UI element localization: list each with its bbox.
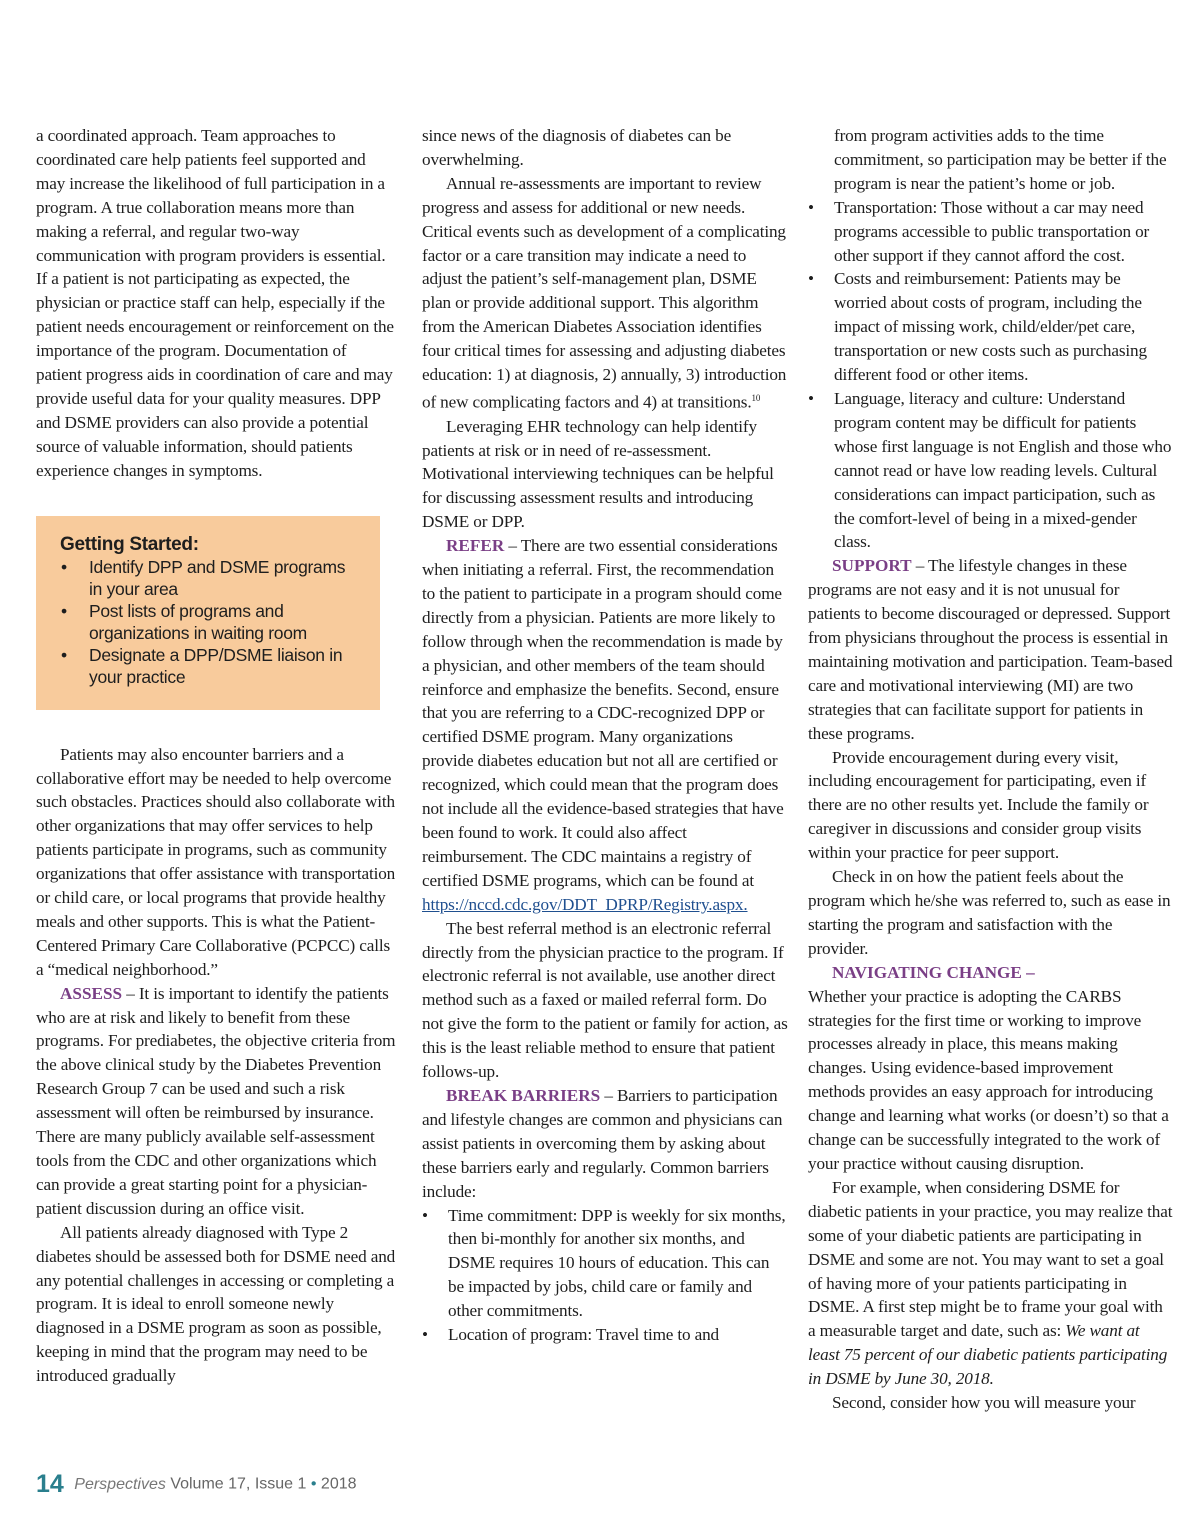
assess-paragraph	[36, 982, 396, 1221]
sidebox-item: • Designate a DPP/DSME liaison in your practice	[60, 644, 358, 688]
example-text: For example, when considering DSME for diabetic patients in your practice, you may realize that some of your diabetic patients are participating in DSME and some are not. You may want to set a goal of having more of your patients participating in DSME. A first step might be to frame your goal with a measurable target and date, such as:	[808, 1177, 1173, 1341]
column-1	[36, 124, 396, 1388]
body-paragraph: Whether your practice is adopting the CARBS strategies for the first time or working to improve processes already in place, this means making changes. Using evidence-based improvement methods provides an easy approach for introducing change and learning what works (or doesn’t) so that a change can be successfully integrated to the work of your practice without causing disruption.	[808, 986, 1169, 1173]
barrier-item: • Costs and reimbursement: Patients may be worried about costs of program, including the impact of missing work, child/elder/pet care, transportation or new costs such as purchasing different food or other items.	[808, 267, 1174, 387]
support-paragraph	[808, 554, 1174, 745]
body-paragraph: All patients already diagnosed with Type 2 diabetes should be assessed both for DSME need and any potential challenges in accessing or completing a program. It is ideal to enroll someone newly diagnosed in a DSME program as soon as possible, keeping in mind that the program may need to be introduced gradually	[36, 1222, 396, 1386]
barrier-item: • Time commitment: DPP is weekly for six months, then bi-monthly for another six months, and DSME requires 10 hours of education. This can be impacted by jobs, child care or family and other commitments.	[422, 1204, 788, 1324]
sidebox-item: • Post lists of programs and organizations in waiting room	[60, 600, 358, 644]
barrier-item: • Transportation: Those without a car may need programs accessible to public transportation or other support if they cannot afford the cost.	[808, 196, 1174, 268]
issue-info: Volume 17, Issue 1	[170, 1475, 307, 1493]
column-3	[808, 124, 1174, 1415]
refer-paragraph	[422, 534, 788, 917]
sidebox-list	[60, 556, 358, 688]
refer-text: – There are two essential considerations when initiating a referral. First, the recommendation to the patient to participate in a program should come directly from a physician. Patients are more likely to follow through when the recommendation is made by a physician, and other members of the team should reinforce and emphasize the benefits. Second, ensure that you are referring to a CDC-recognized DPP or certified DSME program. Many organizations provide diabetes education but not all are certified or recognized, which could mean that the program does not include all the evidence-based strategies that have been found to work. It could also affect reimbursement. The CDC maintains a registry of certified DSME programs, which can be found at	[422, 536, 784, 890]
reassessment-text: Annual re-assessments are important to review progress and assess for additional or new needs. Critical events such as development of a complicating factor or a care transition may indicate a need to adjust the patient’s self-management plan, DSME plan or provide additional support. This algorithm from the American Diabetes Association identifies four critical times for assessing and adjusting diabetes education: 1) at diagnosis, 2) annually, 3) introduction of new complicating factors and 4) at transitions.	[422, 173, 787, 412]
body-paragraph: since news of the diagnosis of diabetes can be overwhelming.	[422, 126, 732, 169]
publication-year: 2018	[320, 1475, 357, 1493]
body-paragraph: Second, consider how you will measure your	[832, 1393, 1136, 1413]
getting-started-box	[36, 516, 380, 710]
body-paragraph	[422, 172, 788, 415]
barrier-item: • Location of program: Travel time to and	[422, 1323, 788, 1347]
section-heading-navigating-change	[808, 961, 1174, 985]
assess-text: – It is important to identify the patients who are at risk and likely to benefit from these programs. For prediabetes, the objective criteria from the above clinical study by the Diabetes Prevention Research Group 7 can be used and such a risk assessment will often be reimbursed by insurance. There are many publicly available self-assessment tools from the CDC and other organizations which can provide a great starting point for a physician-patient discussion during an office visit.	[36, 983, 396, 1218]
registry-link[interactable]: https://nccd.cdc.gov/DDT_DPRP/Registry.aspx.	[422, 894, 748, 914]
navigating-change-heading: NAVIGATING CHANGE –	[832, 962, 1035, 982]
body-paragraph: Patients may also encounter barriers and a collaborative effort may be needed to help overcome such obstacles. Practices should also collaborate with other organizations that may offer services to help patients participate in programs, such as community organizations that offer assistance with transportation or child care, or local programs that provide healthy meals and other supports. This is what the Patient-Centered Primary Care Collaborative (PCPCC) calls a “medical neighborhood.”	[36, 744, 396, 979]
barriers-list-continued	[808, 196, 1174, 555]
barriers-list	[422, 1204, 788, 1347]
example-paragraph	[808, 1176, 1174, 1391]
barriers-paragraph	[422, 1084, 788, 1204]
barrier-continuation: from program activities adds to the time commitment, so participation may be better if the program is near the patient’s home or job.	[834, 126, 1167, 193]
body-paragraph: Check in on how the patient feels about the program which he/she was referred to, such as ease in starting the program and satisfaction with the provider.	[808, 867, 1171, 958]
section-heading-assess: ASSESS	[60, 983, 123, 1003]
publication-name: Perspectives	[74, 1475, 166, 1493]
sidebox-title: Getting Started:	[60, 533, 199, 555]
body-paragraph: a coordinated approach. Team approaches to coordinated care help patients feel supported and may increase the likelihood of full participation in a program. A true collaboration means more than making a referral, and regular two-way communication with program providers is essential. If a patient is not participating as expected, the physician or practice staff can help, especially if the patient needs encouragement or reinforcement on the importance of the program. Documentation of patient progress aids in coordination of care and may provide useful data for your quality measures. DPP and DSME providers can also provide a potential source of valuable information, should patients experience changes in symptoms.	[36, 126, 394, 480]
body-paragraph: Leveraging EHR technology can help identify patients at risk or in need of re-assessment. Motivational interviewing techniques can be helpful for discussing assessment results and introducing DSME or DPP.	[422, 416, 774, 532]
footnote-ref: 10	[751, 392, 761, 403]
barriers-text: – Barriers to participation and lifestyle changes are common and physicians can assist patients in overcoming them by asking about these barriers early and regularly. Common barriers include:	[422, 1085, 783, 1201]
page-footer	[36, 1470, 357, 1499]
section-heading-support: SUPPORT	[832, 556, 912, 576]
section-heading-break-barriers: BREAK BARRIERS	[446, 1085, 601, 1105]
goal-statement: We want at least 75 percent of our diabetic patients participating in DSME by June 30, 2018.	[808, 1321, 1168, 1389]
support-text: – The lifestyle changes in these programs are not easy and it is not unusual for patients to become discouraged or depressed. Support from physicians throughout the process is essential in maintaining motivation and participation. Team-based care and motivational interviewing (MI) are two strategies that can facilitate support for patients in these programs.	[808, 556, 1173, 743]
column-2	[422, 124, 788, 1347]
barrier-item: • Language, literacy and culture: Understand program content may be difficult for patients whose first language is not English and those who cannot read or have low reading levels. Cultural considerations can impact participation, such as the comfort-level of being in a mixed-gender class.	[808, 387, 1174, 554]
body-paragraph: The best referral method is an electronic referral directly from the physician practice to the program. If electronic referral is not available, use another direct method such as a faxed or mailed referral form. Do not give the form to the patient or family for action, as this is the least reliable method to ensure that patient follows-up.	[422, 918, 788, 1082]
body-paragraph: Provide encouragement during every visit, including encouragement for participating, even if there are no other results yet. Include the family or caregiver in discussions and consider group visits within your practice for peer support.	[808, 747, 1149, 863]
separator-dot: •	[310, 1475, 317, 1493]
page-number: 14	[36, 1470, 64, 1498]
section-heading-refer: REFER	[446, 536, 505, 556]
sidebox-item: • Identify DPP and DSME programs in your area	[60, 556, 358, 600]
